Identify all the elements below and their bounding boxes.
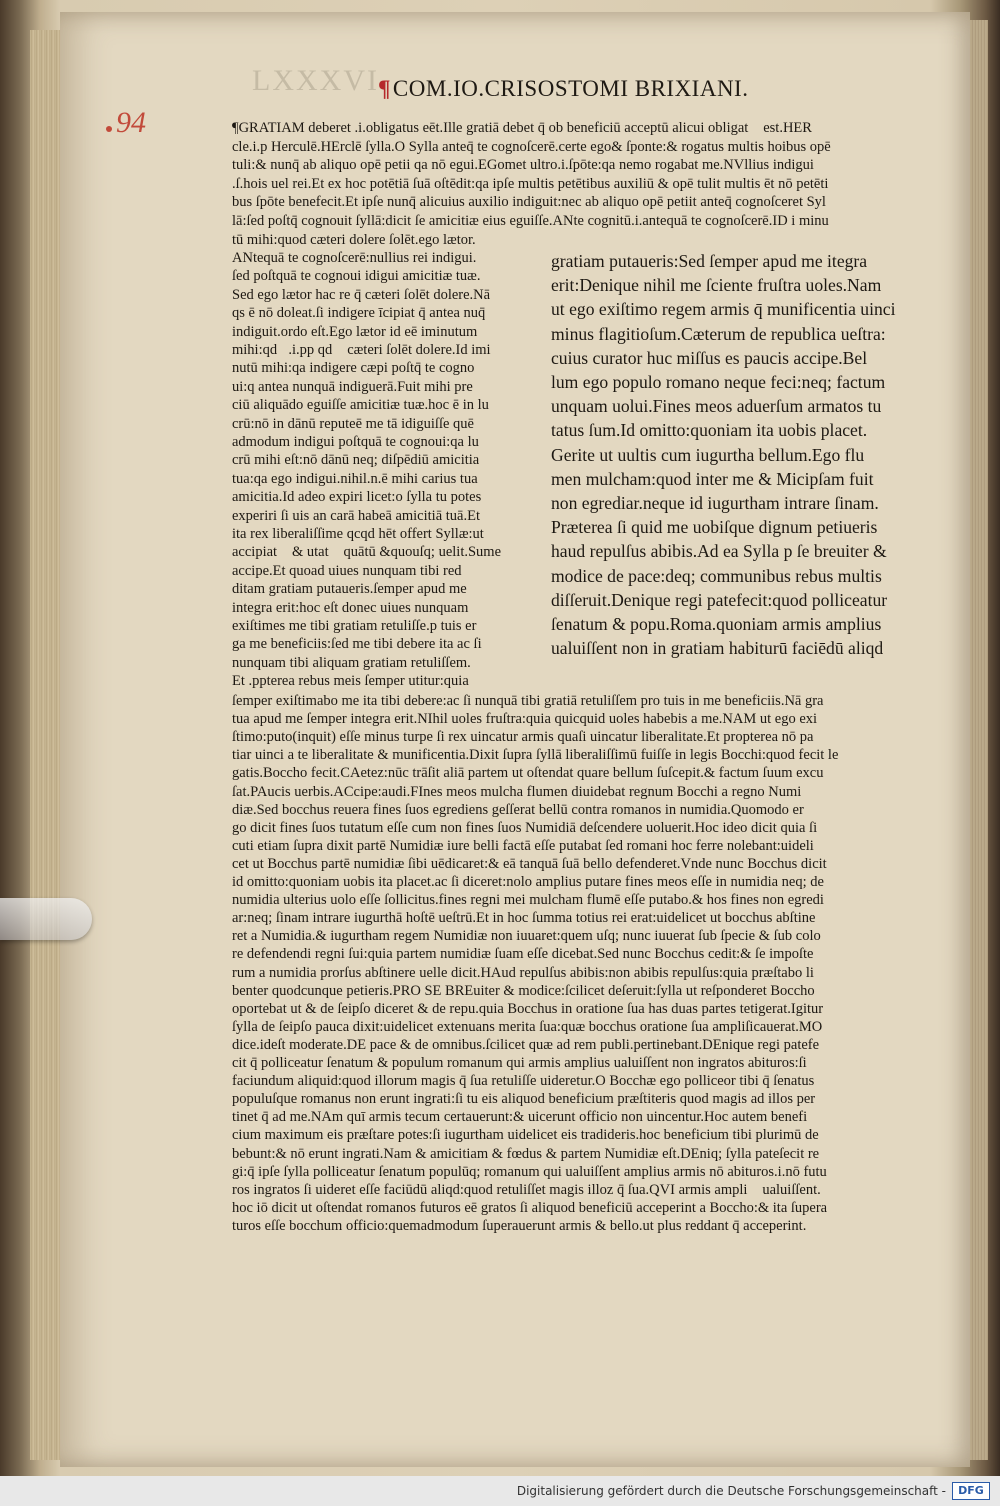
commentary-bottom-line: id omitto:quoniam uobis ita placet.ac ſi diceret:nolo amplius putare fines meos eſſe in numidia neq; de (232, 874, 824, 890)
main-text-line: tatus ſum.Id omitto:quoniam ita uobis placet. (551, 420, 868, 441)
right-page-edges (968, 20, 988, 1460)
commentary-bottom-line: bebunt:& nō erunt ingrati.Nam & amicitiam & fœdus & partem Numidiæ eſt.DEniq; ſylla pateſecit re (232, 1145, 820, 1162)
commentary-left-line: Sed ego lætor hac re q̄ cæteri ſolēt dolere.Nā (232, 286, 491, 303)
left-page-edges (30, 30, 60, 1460)
commentary-bottom-line: ſtimo:puto(inquit) eſſe minus turpe ſi rex uincatur armis quaſi uincatur liberalitate.Et propterea nō pa (232, 729, 814, 746)
commentary-bottom-line: oportebat ut & de ſeipſo diceret & de repu.quia Bocchus in oratione ſua has duas partes tetigerat.Igitur (232, 1000, 824, 1017)
main-text-line: lum ego populo romano neque feci:neq; factum (551, 372, 886, 392)
main-text-line: erit:Denique nihil me ſciente fruſtra uoles.Nam (551, 275, 882, 296)
commentary-top-line: tū mihi:quod cæteri dolere ſolēt.ego lætor. (232, 231, 476, 248)
commentary-left-line: mihi:qd᷑.i.pp qd᷑ cæteri ſolēt dolere.Id imi (232, 342, 491, 358)
commentary-bottom-line: gatis.Boccho fecit.CAetez:nūc trāſit aliā partem ut oſtendat quare bellum ſuſcepit.& factum ſuum excu (232, 765, 824, 782)
commentary-left-line: crū:nō in dānū reputeē me tā idiguiſſe quē (232, 415, 474, 432)
commentary-bottom-line: gi:q̄ ipſe ſylla polliceatur ſenatum populūq; romanum qui ualuiſſent amplius armis nō abituros.i.nō futu (232, 1163, 827, 1180)
commentary-left-line: accipe.Et quoad uiues nunquam tibi red (232, 562, 462, 579)
commentary-bottom-line: benter quodcunque petieris.PRO SE BREuiter & modice:ſcilicet deſeruit:ſylla ut reſponderet Boccho (232, 982, 815, 999)
commentary-bottom-line: ros ingratos ſi uideret eſſe faciūdū aliqd:quod retuliſſet magis illoz q̄ ſua.QVI armis ampli᷑ ualuiſſent. (232, 1181, 821, 1198)
commentary-bottom-line: ret a Numidia.& iugurtham regem Numidiæ non iuuaret:quem uſq; nunc iuuerat ſub ſpecie & ſub colo (232, 928, 821, 945)
main-text-line: modice de pace:deq; communibus rebus multis (551, 565, 882, 586)
commentary-top-line: ¶GRATIAM deberet .i.obligatus eēt.Ille gratiā debet q̄ ob beneficiū acceptū alicui obligat᷑ est.HER (232, 120, 812, 136)
manuscript-folio-note: 94 (116, 106, 146, 139)
main-text-line: non egrediar.neque id iugurtham intrare ſinam. (551, 493, 879, 513)
commentary-left-line: experiri ſi uis an carā habeā amicitiā tuā.Et (232, 507, 480, 524)
commentary-bottom-line: re defendendi regni ſui:quia partem numidiæ ſuam eſſe dicebat.Sed nunc Bocchus cedit:& ſe impoſte (232, 946, 814, 963)
commentary-bottom-line: go dicit fines ſuos tutatum eſſe cum non fines ſuos Numidiā deſcendere uoluerit.Hoc ideo dicit quia ſi (232, 819, 818, 836)
commentary-bottom-line: tinet q̄ ad me.NAm quī armis tecum certauerunt:& uicerunt officio non uincentur.Hoc autem benefi (232, 1109, 808, 1126)
main-text-line: haud repulſus abibis.Ad ea Sylla p ſe breuiter & (551, 541, 887, 562)
commentary-bottom-line: ſemper exiſtimabo me ita tibi debere:ac ſi nunquā tibi gratiā retuliſſem pro tuis in me beneficiis.Nā gra (232, 693, 824, 709)
commentary-top-line: tuli:& nunq̄ ab aliquo opē petii qa nō egui.EGomet ultro.i.ſpōte:qa nemo rogabat me.NVllius indigui (232, 157, 814, 174)
commentary-left-line: admodum indigui poſtquā te cognoui:qa lu (232, 434, 479, 450)
main-text-line: Gerite ut uultis cum iugurtha bellum.Ego flu (551, 444, 865, 465)
manuscript-dot (106, 126, 112, 132)
main-text-line: ſenatum & popu.Roma.quoniam armis amplius (551, 614, 882, 634)
commentary-top-line: lā:ſed poſtq̄ cognouit ſyllā:dicit ſe amicitiæ eius eguiſſe.ANte cognitū.i.antequā te cognoſcerē.ID i minu (232, 213, 829, 229)
main-text-line: ut ego exiſtimo regem armis q̄ munificentia uinci (551, 299, 896, 320)
commentary-left-line: accipiat᷑ & utat᷑ quātū &quouſq; uelit.Sume (232, 544, 502, 561)
commentary-bottom-line: turos eſſe bocchum officio:quemadmodum ſuperauerunt armis & bello.ut plus reddant q̄ acceperint. (232, 1217, 807, 1234)
commentary-left-line: integra erit:hoc eſt donec uiues nunquam (232, 599, 469, 616)
commentary-bottom-line: cet ut Bocchus partē numidiæ ſibi uēdicaret:& eā tanquā ſuā bello defenderet.Vnde nunc Bocchus dicit (232, 855, 827, 872)
commentary-bottom-line: diæ.Sed bocchus reuera fines ſuos egrediens geſſerat bellū contra romanos in numidia.Quomodo er (232, 801, 804, 818)
commentary-left-line: exiſtimes me tibi gratiam retuliſſe.p tuis er (232, 618, 477, 634)
commentary-bottom-line: rum a numidia prorſus abſtinere uelle dicit.HAud repulſus abibis:non abibis repulſus:quia præſtabo li (232, 964, 814, 981)
main-text-line: unquam uolui.Fines meos aduerſum armatos tu (551, 396, 882, 417)
commentary-bottom-line: hoc iō dicit ut oſtendat romanos futuros eē gratos ſi aliquod beneficiū acceperint a Boccho:& ita ſupera (232, 1199, 828, 1216)
page-weight-clip (0, 898, 92, 940)
dfg-logo: DFG (952, 1482, 990, 1500)
commentary-bottom-line: dice.ideſt moderate.DE pace & de omnibus.ſcilicet quæ ad rem publi.pertinebant.DEnique regi patefe (232, 1036, 820, 1053)
commentary-bottom-line: ſylla de ſeipſo pauca dixit:uidelicet extenuans merita ſua:quæ bocchus oratione ſua ampliſicauerat.MO (232, 1018, 823, 1035)
commentary-bottom-line: ſat.PAucis uerbis.ACcipe:audi.FInes meos mulcha flumen diuidebat regnum Bocchi a regno Numi (232, 783, 802, 800)
commentary-top-line: cle.i.p Herculē.HErclē ſylla.O Sylla anteq̄ te cognoſcerē.certe ego& ſponte:& rogatus multis hoibus opē (232, 138, 831, 155)
commentary-bottom-line: ar:neq; ſinam intrare iugurthā hoſtē ueſtrū.Et in hoc ſumma totius rei erat:uidelicet ut bocchus abſtine (232, 910, 816, 927)
commentary-bottom-line: cium maximum eis præſtare potes:ſi iugurtham uidelicet eis tradideris.hoc beneficium tibi plurimū de (232, 1127, 819, 1144)
main-text-line: diſſeruit.Denique regi patefecit:quod polliceatur (551, 589, 888, 610)
running-header-title: COM.IO.CRISOSTOMI BRIXIANI. (392, 76, 749, 101)
commentary-left-line: nutū mihi:qa indigere cæpi poſtq̄ te cogno (232, 360, 475, 377)
commentary-bottom-line: faciundum aliquid:quod illorum magis q̄ ſua retuliſſe uideretur.O Bocchæ ego polliceor tibi q̄ ſenatus (232, 1073, 815, 1090)
commentary-bottom-line: cuti etiam ſupra dixit partē Numidiæ iure belli factā eſſe putabat ſed romani hoc ferre nolebant:uideli (232, 837, 814, 854)
commentary-left-line: ſed poſtquā te cognoui idigui amicitiæ tuæ. (232, 268, 481, 285)
commentary-bottom-line: tiar uinci a te liberalitate & munificentia.Dixit ſupra ſyllā liberaliſſimū fuiſſe in legis Bocchi:quod fecit le (232, 747, 839, 764)
commentary-left-line: crū mihi eſt:nō dānū neq; diſpēdiū amicitia (232, 452, 480, 469)
commentary-bottom-line: cit q̄ polliceatur ſenatum & populum romanum qui armis amplius ualuiſſent non ingratos abituros:ſi (232, 1055, 807, 1071)
commentary-left-line: ANtequā te cognoſcerē:nullius rei indigui. (232, 250, 477, 266)
footer-credit: Digitalisierung gefördert durch die Deutsche Forschungsgemeinschaft - (516, 1484, 946, 1498)
commentary-left-line: qs ē nō doleat.ſi indigere īcipiat q̄ antea nuq̄ (232, 305, 486, 322)
main-text-line: Præterea ſi quid me uobiſque dignum petiueris (551, 517, 878, 538)
commentary-top-line: bus ſpōte benefecit.Et ipſe nunq̄ alicuius auxilio indiguit:nec ab aliquo opē petiit anteq̄ cognoſceret Syl (232, 194, 826, 211)
commentary-left-line: tua:qa ego indigui.nihil.n.ē mihi carius tua (232, 470, 478, 487)
commentary-left-line: indiguit.ordo eſt.Ego lætor id eē iminutum (232, 323, 478, 340)
commentary-left-line: nunquam tibi aliquam gratiam retuliſſem. (232, 654, 471, 671)
commentary-bottom-line: numidia ulterius uolo eſſe ſollicitus.fines regni mei mulcham flumē eſſe putabo.& hos fines non egredi (232, 892, 824, 909)
commentary-left-line: ui:q antea nunquā indiguerā.Fuit mihi pre (232, 378, 473, 395)
main-text-line: gratiam putaueris:Sed ſemper apud me itegra (551, 251, 868, 271)
paragraph-mark-icon: ¶ (378, 76, 391, 101)
commentary-bottom-line: tua apud me ſemper integra erit.NIhil uoles fruſtra:quia quicquid uoles habebis a me.NAM ut ego exi (232, 711, 818, 728)
commentary-left-line: ga me beneficiis:ſed me tibi debere ita ac ſi (232, 636, 482, 653)
commentary-left-line: amicitia.Id adeo expiri licet:o ſylla tu potes (232, 489, 482, 506)
main-text-line: cuius curator huc miſſus es paucis accipe.Bel (551, 347, 868, 368)
commentary-top-line: .ſ.hois uel rei.Et ex hoc potētiā ſuā oſtēdit:qa ipſe multis petētibus auxiliū & opē tulit multis ēt nō petēti (232, 175, 829, 192)
main-text-line: minus flagitioſum.Cæterum de republica ueſtra: (551, 323, 886, 344)
commentary-left-line: ditam gratiam putaueris.ſemper apud me (232, 581, 467, 598)
show-through-folio: LXXXVI (252, 64, 379, 97)
commentary-bottom-line: populuſque romanus non erunt ingrati:ſi tu eis aliquod beneficium præſtiteris quod magis ad illos per (232, 1091, 816, 1108)
commentary-left-line: ita rex liberaliſſime qcqd hēt offert Syllæ:ut (232, 526, 484, 542)
commentary-left-line: Et .ppterea rebus meis ſemper utitur:quia (232, 673, 469, 690)
main-text-line: ualuiſſent non in gratiam habiturū faciēdū aliqd (551, 638, 884, 659)
running-header (378, 76, 748, 102)
main-text-line: men mulcham:quod inter me & Micipſam fuit (551, 468, 874, 489)
commentary-left-line: ciū aliquādo eguiſſe amicitiæ tuæ.hoc ē in lu (232, 397, 489, 414)
